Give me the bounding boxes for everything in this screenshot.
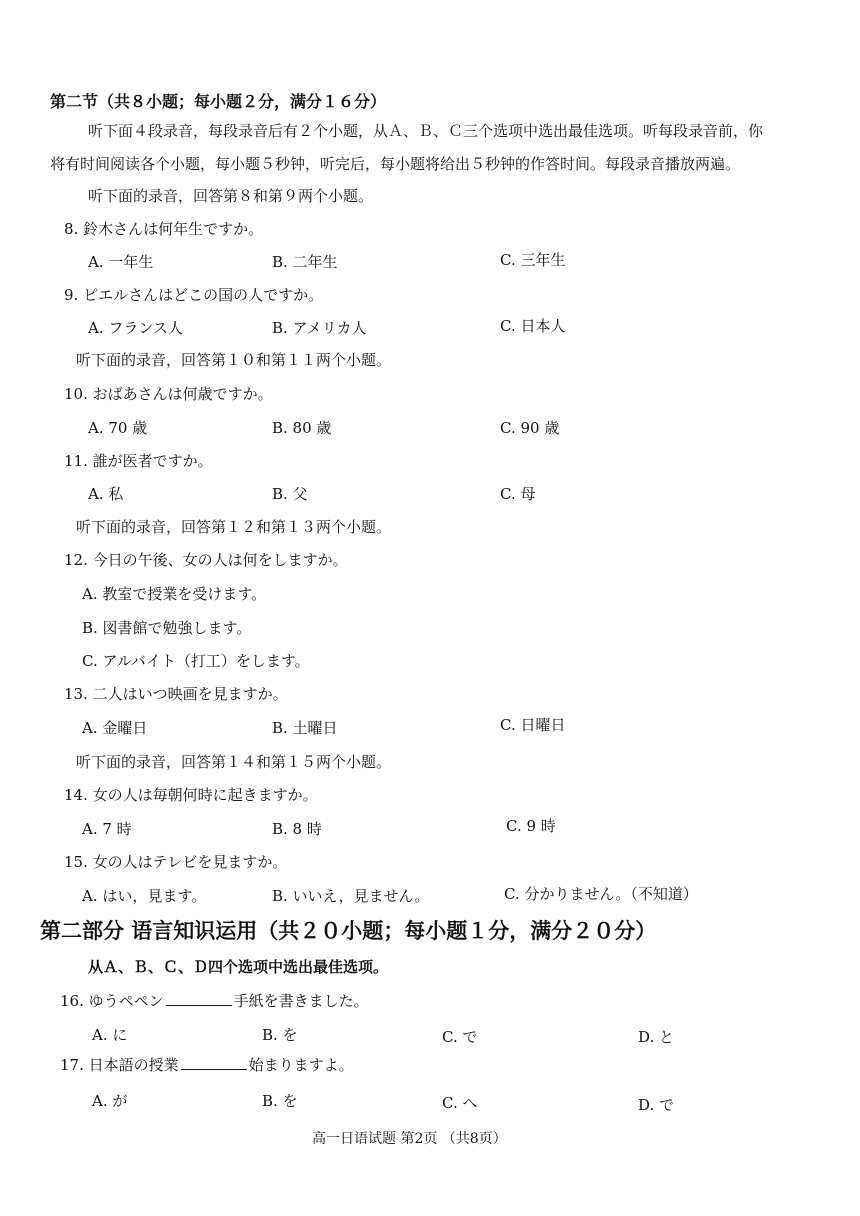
option: C. で xyxy=(442,1028,478,1046)
option: C. 三年生 xyxy=(500,251,566,269)
group-instruction: 听下面的录音，回答第１０和第１１两个小题。 xyxy=(76,351,392,369)
option: C. アルバイト（打工）をします。 xyxy=(82,652,310,670)
option: B. 土曜日 xyxy=(272,719,338,737)
option: B. 父 xyxy=(272,485,308,503)
answer-blank xyxy=(166,993,232,1006)
option: A. に xyxy=(92,1026,128,1044)
group-instruction: 听下面的录音，回答第８和第９两个小题。 xyxy=(88,187,374,205)
option: C. へ xyxy=(442,1094,478,1112)
question-stem: 10. おばあさんは何歳ですか。 xyxy=(64,385,273,403)
option: A. 一年生 xyxy=(88,253,154,271)
stem-after-blank: 手紙を書きました。 xyxy=(233,992,369,1010)
option: A. はい，見ます。 xyxy=(82,887,207,905)
option: A. 金曜日 xyxy=(82,719,148,737)
question-stem: 12. 今日の午後、女の人は何をしますか。 xyxy=(64,551,348,569)
question-stem xyxy=(60,1057,354,1073)
option: C. 9 時 xyxy=(506,817,556,835)
page-footer: 高一日语试题 第2页 （共8页） xyxy=(312,1131,507,1147)
question-stem: 9. ピエルさんはどこの国の人ですか。 xyxy=(64,286,324,304)
instructions-line-2: 将有时间阅读各个小题，每小题５秒钟，听完后，每小题将给出５秒钟的作答时间。每段录音播放两遍。 xyxy=(50,155,741,173)
option: C. 母 xyxy=(500,485,536,503)
option: B. を xyxy=(262,1092,298,1110)
option: B. 二年生 xyxy=(272,253,338,271)
option: A. 7 時 xyxy=(82,820,132,838)
option: B. 80 歳 xyxy=(272,419,332,437)
option: C. 分かりません。（不知道） xyxy=(504,885,698,903)
answer-blank xyxy=(181,1057,247,1070)
option: B. 図書館で勉強します。 xyxy=(82,619,252,637)
option: A. 私 xyxy=(88,485,124,503)
option: B. 8 時 xyxy=(272,820,322,838)
option: D. と xyxy=(638,1028,675,1046)
option: C. 90 歳 xyxy=(500,419,560,437)
question-stem: 15. 女の人はテレビを見ますか。 xyxy=(64,853,288,871)
option: D. で xyxy=(638,1096,675,1114)
question-stem: 11. 誰が医者ですか。 xyxy=(64,452,213,470)
option: A. が xyxy=(92,1092,128,1110)
option: C. 日本人 xyxy=(500,317,566,335)
option: B. を xyxy=(262,1026,298,1044)
question-stem: 14. 女の人は毎朝何時に起きますか。 xyxy=(64,786,318,804)
option: A. 70 歳 xyxy=(88,419,148,437)
group-instruction: 听下面的录音，回答第１２和第１３两个小题。 xyxy=(76,518,392,536)
stem-before-blank: 17. 日本語の授業 xyxy=(60,1056,179,1074)
option: A. 教室で授業を受けます。 xyxy=(82,585,267,603)
option: A. フランス人 xyxy=(88,319,183,337)
part-instruction: 从Ａ、Ｂ、Ｃ、Ｄ四个选项中选出最佳选项。 xyxy=(88,958,389,976)
instructions-line-1: 听下面４段录音，每段录音后有２个小题，从Ａ、Ｂ、Ｃ三个选项中选出最佳选项。听每段录音前，你 xyxy=(88,122,764,140)
section-title: 第二节（共８小题；每小题２分，满分１６分） xyxy=(50,92,387,111)
question-stem: 8. 鈴木さんは何年生ですか。 xyxy=(64,220,264,238)
stem-after-blank: 始まりますよ。 xyxy=(248,1056,354,1074)
question-stem: 13. 二人はいつ映画を見ますか。 xyxy=(64,685,288,703)
stem-before-blank: 16. ゆうペペン xyxy=(60,992,164,1010)
option: C. 日曜日 xyxy=(500,716,566,734)
option: B. アメリカ人 xyxy=(272,319,367,337)
question-stem xyxy=(60,993,369,1009)
option: B. いいえ，見ません。 xyxy=(272,887,430,905)
group-instruction: 听下面的录音，回答第１４和第１５两个小题。 xyxy=(76,753,392,771)
part-title: 第二部分 语言知识运用（共２０小题；每小题１分，满分２０分） xyxy=(40,918,657,943)
